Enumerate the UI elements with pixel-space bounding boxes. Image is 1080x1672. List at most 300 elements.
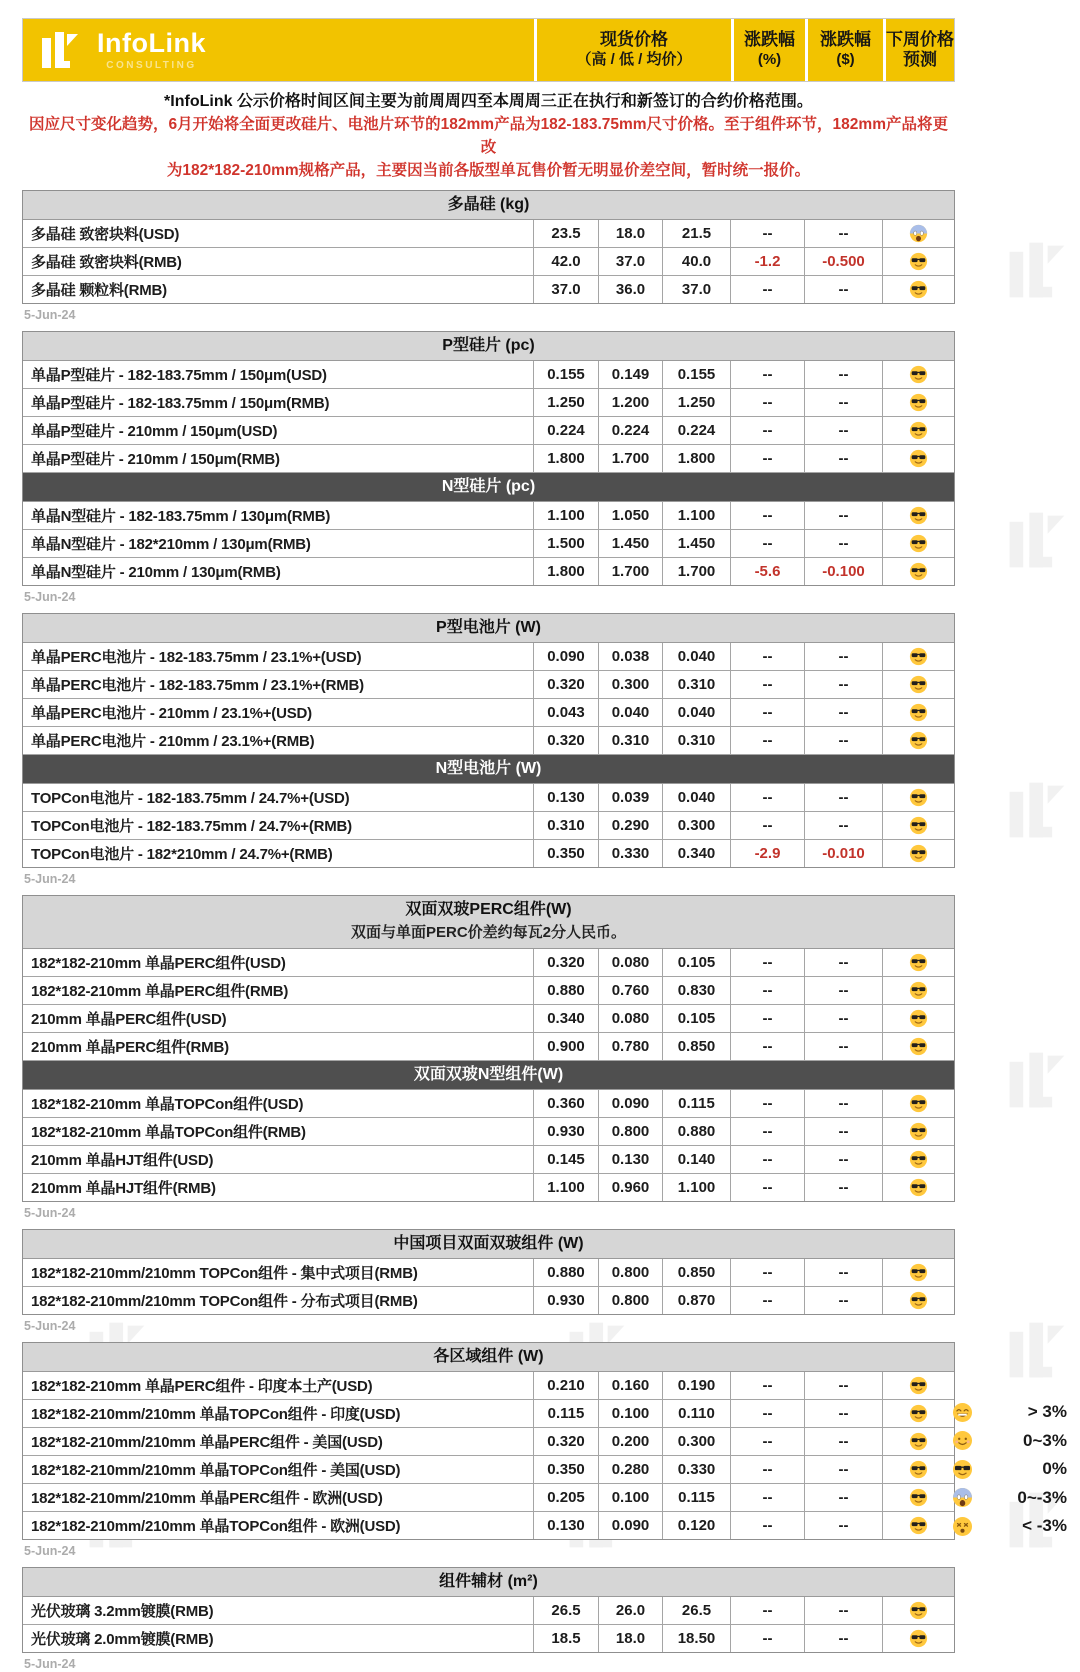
forecast-cell (883, 1174, 954, 1201)
change-pct: -5.6 (731, 558, 805, 585)
change-usd: -- (805, 812, 883, 839)
price-low: 1.450 (599, 530, 663, 557)
forecast-legend (952, 1398, 1067, 1541)
forecast-cell (883, 840, 954, 867)
change-pct: -- (731, 1400, 805, 1427)
price-high: 0.043 (534, 699, 599, 726)
forecast-cell (883, 1090, 954, 1117)
change-usd: -- (805, 1512, 883, 1539)
change-usd: -- (805, 445, 883, 472)
section-title: 双面双玻PERC组件(W) (405, 901, 572, 918)
sunglasses-face-icon (909, 534, 928, 553)
sunglasses-face-icon (909, 981, 928, 1000)
product-row (23, 1512, 954, 1539)
product-name: 单晶PERC电池片 - 210mm / 23.1%+(USD) (23, 699, 534, 726)
forecast-cell (883, 1033, 954, 1060)
price-avg: 0.040 (663, 643, 731, 670)
price-low: 0.090 (599, 1512, 663, 1539)
forecast-cell (883, 977, 954, 1004)
price-avg: 0.330 (663, 1456, 731, 1483)
product-name: 182*182-210mm 单晶TOPCon组件(USD) (23, 1090, 534, 1117)
section-header (23, 1230, 954, 1259)
sunglasses-face-icon (909, 844, 928, 863)
change-usd: -- (805, 1174, 883, 1201)
product-name: 单晶PERC电池片 - 210mm / 23.1%+(RMB) (23, 727, 534, 754)
product-name: 单晶N型硅片 - 182*210mm / 130μm(RMB) (23, 530, 534, 557)
change-pct: -- (731, 1625, 805, 1652)
change-usd: -- (805, 1033, 883, 1060)
change-pct: -- (731, 1118, 805, 1145)
sunglasses-face-icon (909, 1263, 928, 1282)
product-name: 182*182-210mm 单晶PERC组件(USD) (23, 949, 534, 976)
price-low: 26.0 (599, 1597, 663, 1624)
product-name: 210mm 单晶PERC组件(USD) (23, 1005, 534, 1032)
date-stamp: 5-Jun-24 (24, 1319, 76, 1333)
price-low: 0.290 (599, 812, 663, 839)
change-usd: -- (805, 699, 883, 726)
watermark-logo (1005, 1315, 1075, 1385)
price-low: 0.330 (599, 840, 663, 867)
change-usd: -- (805, 1597, 883, 1624)
section-title: N型电池片 (W) (435, 760, 542, 777)
sunglasses-face-icon (909, 506, 928, 525)
col-header-change-pct: 涨跌幅 (%) (731, 19, 805, 81)
price-high: 0.930 (534, 1287, 599, 1314)
price-avg: 0.300 (663, 812, 731, 839)
forecast-cell (883, 1400, 954, 1427)
change-pct: -- (731, 445, 805, 472)
price-avg: 40.0 (663, 248, 731, 275)
section-header (23, 1061, 954, 1090)
price-avg: 37.0 (663, 276, 731, 303)
sunglasses-face-icon (909, 1178, 928, 1197)
product-name: 182*182-210mm/210mm 单晶TOPCon组件 - 印度(USD) (23, 1400, 534, 1427)
product-name: 单晶P型硅片 - 210mm / 150μm(USD) (23, 417, 534, 444)
product-name: 单晶PERC电池片 - 182-183.75mm / 23.1%+(USD) (23, 643, 534, 670)
price-avg: 0.310 (663, 671, 731, 698)
price-low: 0.200 (599, 1428, 663, 1455)
price-avg: 0.105 (663, 1005, 731, 1032)
sunglasses-face-icon (909, 1629, 928, 1648)
price-high: 0.350 (534, 1456, 599, 1483)
sunglasses-face-icon (909, 788, 928, 807)
legend-label: 0~3% (1023, 1430, 1067, 1450)
change-pct: -- (731, 1005, 805, 1032)
table-section (23, 1568, 954, 1652)
change-usd: -- (805, 1625, 883, 1652)
price-high: 1.800 (534, 445, 599, 472)
forecast-cell (883, 949, 954, 976)
change-usd: -- (805, 1456, 883, 1483)
date-stamp: 5-Jun-24 (24, 872, 76, 886)
sunglasses-face-icon (909, 675, 928, 694)
price-low: 1.200 (599, 389, 663, 416)
price-table (22, 331, 955, 586)
price-avg: 21.5 (663, 220, 731, 247)
section-title: P型硅片 (pc) (442, 337, 535, 354)
sunglasses-face-icon (909, 1601, 928, 1620)
section-title: 组件辅材 (m²) (439, 1573, 538, 1590)
table-section (23, 614, 954, 755)
price-high: 42.0 (534, 248, 599, 275)
product-row (23, 1400, 954, 1428)
product-row (23, 977, 954, 1005)
change-usd: -- (805, 1005, 883, 1032)
sunglasses-face-icon (909, 1460, 928, 1479)
product-name: 182*182-210mm 单晶PERC组件 - 印度本土产(USD) (23, 1372, 534, 1399)
change-usd: -- (805, 1400, 883, 1427)
price-low: 0.039 (599, 784, 663, 811)
price-avg: 0.040 (663, 784, 731, 811)
price-avg: 0.040 (663, 699, 731, 726)
forecast-cell (883, 1372, 954, 1399)
product-name: TOPCon电池片 - 182*210mm / 24.7%+(RMB) (23, 840, 534, 867)
product-row (23, 1033, 954, 1061)
product-row (23, 1484, 954, 1512)
product-row (23, 361, 954, 389)
product-row (23, 840, 954, 867)
price-low: 37.0 (599, 248, 663, 275)
product-name: 单晶PERC电池片 - 182-183.75mm / 23.1%+(RMB) (23, 671, 534, 698)
change-usd: -- (805, 361, 883, 388)
price-high: 0.320 (534, 949, 599, 976)
change-pct: -- (731, 1484, 805, 1511)
product-row (23, 1005, 954, 1033)
price-avg: 1.800 (663, 445, 731, 472)
change-pct: -- (731, 812, 805, 839)
price-high: 0.224 (534, 417, 599, 444)
product-name: 182*182-210mm/210mm 单晶PERC组件 - 欧洲(USD) (23, 1484, 534, 1511)
price-high: 1.800 (534, 558, 599, 585)
table-section (23, 1061, 954, 1201)
price-table (22, 613, 955, 868)
product-name: 单晶P型硅片 - 182-183.75mm / 150μm(USD) (23, 361, 534, 388)
product-name: TOPCon电池片 - 182-183.75mm / 24.7%+(RMB) (23, 812, 534, 839)
col-header-spot-price: 现货价格 （高 / 低 / 均价） (534, 19, 731, 81)
product-name: 182*182-210mm 单晶TOPCon组件(RMB) (23, 1118, 534, 1145)
product-row (23, 1146, 954, 1174)
price-high: 0.205 (534, 1484, 599, 1511)
forecast-cell (883, 1287, 954, 1314)
dizzy-face-icon (952, 1516, 973, 1537)
product-name: 光伏玻璃 2.0mm镀膜(RMB) (23, 1625, 534, 1652)
product-name: 182*182-210mm/210mm 单晶PERC组件 - 美国(USD) (23, 1428, 534, 1455)
product-row (23, 1456, 954, 1484)
section-header (23, 332, 954, 361)
change-pct: -- (731, 1090, 805, 1117)
product-row (23, 248, 954, 276)
price-low: 0.100 (599, 1484, 663, 1511)
product-name: 210mm 单晶HJT组件(USD) (23, 1146, 534, 1173)
price-avg: 0.110 (663, 1400, 731, 1427)
product-name: 182*182-210mm 单晶PERC组件(RMB) (23, 977, 534, 1004)
logo-mark-icon (39, 27, 85, 73)
table-section (23, 473, 954, 585)
brand (97, 27, 206, 71)
price-high: 37.0 (534, 276, 599, 303)
section-title: 中国项目双面双玻组件 (W) (393, 1235, 584, 1252)
price-high: 0.360 (534, 1090, 599, 1117)
change-usd: -- (805, 389, 883, 416)
price-avg: 0.870 (663, 1287, 731, 1314)
price-avg: 1.450 (663, 530, 731, 557)
price-avg: 1.100 (663, 502, 731, 529)
change-usd: -- (805, 1372, 883, 1399)
product-name: 单晶N型硅片 - 182-183.75mm / 130μm(RMB) (23, 502, 534, 529)
change-usd: -- (805, 643, 883, 670)
price-low: 0.760 (599, 977, 663, 1004)
price-high: 0.130 (534, 784, 599, 811)
table-section (23, 332, 954, 473)
sunglasses-face-icon (909, 449, 928, 468)
change-usd: -- (805, 276, 883, 303)
forecast-cell (883, 1484, 954, 1511)
sunglasses-face-icon (909, 703, 928, 722)
change-usd: -- (805, 502, 883, 529)
product-row (23, 1090, 954, 1118)
date-stamp: 5-Jun-24 (24, 1657, 76, 1671)
price-low: 0.800 (599, 1259, 663, 1286)
price-low: 0.300 (599, 671, 663, 698)
change-usd: -0.010 (805, 840, 883, 867)
price-high: 1.500 (534, 530, 599, 557)
col-header-change-usd: 涨跌幅 ($) (805, 19, 883, 81)
change-pct: -- (731, 727, 805, 754)
sunglasses-face-icon (952, 1459, 973, 1480)
section-header (23, 473, 954, 502)
change-pct: -- (731, 389, 805, 416)
price-avg: 0.300 (663, 1428, 731, 1455)
product-name: 光伏玻璃 3.2mm镀膜(RMB) (23, 1597, 534, 1624)
sunglasses-face-icon (909, 393, 928, 412)
section-subtitle: 双面与单面PERC价差约每瓦2分人民币。 (350, 924, 627, 941)
product-row (23, 727, 954, 755)
product-name: TOPCon电池片 - 182-183.75mm / 24.7%+(USD) (23, 784, 534, 811)
sheet-header (22, 18, 955, 82)
price-low: 0.160 (599, 1372, 663, 1399)
change-usd: -- (805, 949, 883, 976)
price-avg: 0.830 (663, 977, 731, 1004)
product-name: 182*182-210mm/210mm TOPCon组件 - 集中式项目(RMB) (23, 1259, 534, 1286)
change-pct: -- (731, 699, 805, 726)
price-avg: 0.155 (663, 361, 731, 388)
price-avg: 0.880 (663, 1118, 731, 1145)
product-row (23, 1259, 954, 1287)
product-row (23, 1428, 954, 1456)
price-low: 0.090 (599, 1090, 663, 1117)
change-usd: -- (805, 530, 883, 557)
sunglasses-face-icon (909, 1094, 928, 1113)
forecast-cell (883, 643, 954, 670)
product-name: 182*182-210mm/210mm TOPCon组件 - 分布式项目(RMB) (23, 1287, 534, 1314)
change-pct: -- (731, 502, 805, 529)
legend-item (952, 1512, 1067, 1541)
section-header (23, 896, 954, 949)
price-high: 1.100 (534, 502, 599, 529)
change-pct: -- (731, 671, 805, 698)
forecast-cell (883, 530, 954, 557)
forecast-cell (883, 1118, 954, 1145)
legend-label: 0% (1042, 1459, 1067, 1479)
change-usd: -- (805, 1428, 883, 1455)
price-low: 18.0 (599, 220, 663, 247)
price-high: 23.5 (534, 220, 599, 247)
grin-face-icon (952, 1402, 973, 1423)
change-usd: -- (805, 1287, 883, 1314)
change-usd: -- (805, 1146, 883, 1173)
infolink-logo (23, 19, 534, 81)
price-table (22, 1342, 955, 1540)
price-high: 0.320 (534, 727, 599, 754)
date-stamp: 5-Jun-24 (24, 1544, 76, 1558)
change-pct: -- (731, 643, 805, 670)
section-header (23, 191, 954, 220)
product-name: 182*182-210mm/210mm 单晶TOPCon组件 - 美国(USD) (23, 1456, 534, 1483)
brand-name: InfoLink (97, 27, 206, 58)
product-row (23, 417, 954, 445)
price-low: 0.080 (599, 1005, 663, 1032)
sunglasses-face-icon (909, 731, 928, 750)
change-usd: -- (805, 727, 883, 754)
product-name: 182*182-210mm/210mm 单晶TOPCon组件 - 欧洲(USD) (23, 1512, 534, 1539)
forecast-cell (883, 727, 954, 754)
change-pct: -- (731, 220, 805, 247)
table-section (23, 896, 954, 1061)
product-name: 210mm 单晶PERC组件(RMB) (23, 1033, 534, 1060)
change-pct: -- (731, 1512, 805, 1539)
forecast-cell (883, 276, 954, 303)
sunglasses-face-icon (909, 421, 928, 440)
product-name: 210mm 单晶HJT组件(RMB) (23, 1174, 534, 1201)
watermark-logo (1005, 1045, 1075, 1115)
change-pct: -- (731, 1372, 805, 1399)
sunglasses-face-icon (909, 1516, 928, 1535)
sunglasses-face-icon (909, 1488, 928, 1507)
price-avg: 0.850 (663, 1033, 731, 1060)
section-title: N型硅片 (pc) (441, 478, 536, 495)
price-low: 0.040 (599, 699, 663, 726)
price-low: 1.700 (599, 445, 663, 472)
change-usd: -0.500 (805, 248, 883, 275)
sunglasses-face-icon (909, 1122, 928, 1141)
change-pct: -- (731, 1033, 805, 1060)
price-avg: 0.115 (663, 1090, 731, 1117)
sunglasses-face-icon (909, 816, 928, 835)
legend-label: > 3% (1027, 1402, 1067, 1422)
forecast-cell (883, 1625, 954, 1652)
price-avg: 0.850 (663, 1259, 731, 1286)
change-pct: -- (731, 784, 805, 811)
forecast-cell (883, 558, 954, 585)
price-high: 0.090 (534, 643, 599, 670)
price-avg: 0.115 (663, 1484, 731, 1511)
change-pct: -- (731, 276, 805, 303)
price-high: 0.350 (534, 840, 599, 867)
product-row (23, 276, 954, 303)
change-pct: -- (731, 1428, 805, 1455)
scream-face-icon (909, 224, 928, 243)
price-avg: 26.5 (663, 1597, 731, 1624)
price-high: 0.880 (534, 1259, 599, 1286)
price-table-block (22, 895, 955, 1202)
change-pct: -- (731, 417, 805, 444)
price-low: 0.800 (599, 1287, 663, 1314)
legend-label: < -3% (1022, 1516, 1067, 1536)
legend-item (952, 1455, 1067, 1484)
legend-item (952, 1484, 1067, 1513)
price-table-block (22, 331, 955, 586)
forecast-cell (883, 502, 954, 529)
sunglasses-face-icon (909, 1037, 928, 1056)
product-row (23, 1372, 954, 1400)
price-low: 1.050 (599, 502, 663, 529)
sunglasses-face-icon (909, 647, 928, 666)
section-title: 多晶硅 (kg) (447, 196, 530, 213)
watermark-logo (1005, 505, 1075, 575)
legend-item (952, 1398, 1067, 1427)
price-table-block (22, 190, 955, 304)
note-size-change-1: 因应尺寸变化趋势，6月开始将全面更改硅片、电池片环节的182mm产品为182-183.75mm尺寸价格。至于组件环节，182mm产品将更改 (29, 116, 948, 156)
price-avg: 0.120 (663, 1512, 731, 1539)
product-row (23, 699, 954, 727)
sunglasses-face-icon (909, 365, 928, 384)
price-avg: 0.105 (663, 949, 731, 976)
price-high: 1.100 (534, 1174, 599, 1201)
price-table (22, 1229, 955, 1315)
sunglasses-face-icon (909, 252, 928, 271)
forecast-cell (883, 389, 954, 416)
change-usd: -- (805, 417, 883, 444)
price-table-block (22, 613, 955, 868)
price-high: 0.210 (534, 1372, 599, 1399)
sunglasses-face-icon (909, 1009, 928, 1028)
section-title: P型电池片 (W) (436, 619, 541, 636)
price-low: 1.700 (599, 558, 663, 585)
section-header (23, 755, 954, 784)
forecast-cell (883, 1146, 954, 1173)
price-avg: 1.100 (663, 1174, 731, 1201)
price-high: 26.5 (534, 1597, 599, 1624)
price-avg: 1.700 (663, 558, 731, 585)
forecast-cell (883, 812, 954, 839)
product-row (23, 445, 954, 473)
forecast-cell (883, 699, 954, 726)
note-disclaimer: *InfoLink 公示价格时间区间主要为前周周四至本周周三正在执行和新签订的合约价格范围。 (164, 93, 813, 110)
watermark-logo (1005, 775, 1075, 845)
forecast-cell (883, 671, 954, 698)
price-low: 0.130 (599, 1146, 663, 1173)
price-low: 0.800 (599, 1118, 663, 1145)
price-table-block (22, 1229, 955, 1315)
section-header (23, 1568, 954, 1597)
change-usd: -0.100 (805, 558, 883, 585)
price-high: 18.5 (534, 1625, 599, 1652)
change-pct: -- (731, 949, 805, 976)
price-avg: 0.340 (663, 840, 731, 867)
change-usd: -- (805, 1118, 883, 1145)
change-pct: -- (731, 1146, 805, 1173)
change-pct: -- (731, 1174, 805, 1201)
forecast-cell (883, 1005, 954, 1032)
price-low: 0.310 (599, 727, 663, 754)
product-name: 单晶P型硅片 - 210mm / 150μm(RMB) (23, 445, 534, 472)
forecast-cell (883, 220, 954, 247)
product-row (23, 1118, 954, 1146)
legend-label: 0~-3% (1017, 1487, 1067, 1507)
change-pct: -1.2 (731, 248, 805, 275)
change-pct: -- (731, 361, 805, 388)
price-low: 0.149 (599, 361, 663, 388)
